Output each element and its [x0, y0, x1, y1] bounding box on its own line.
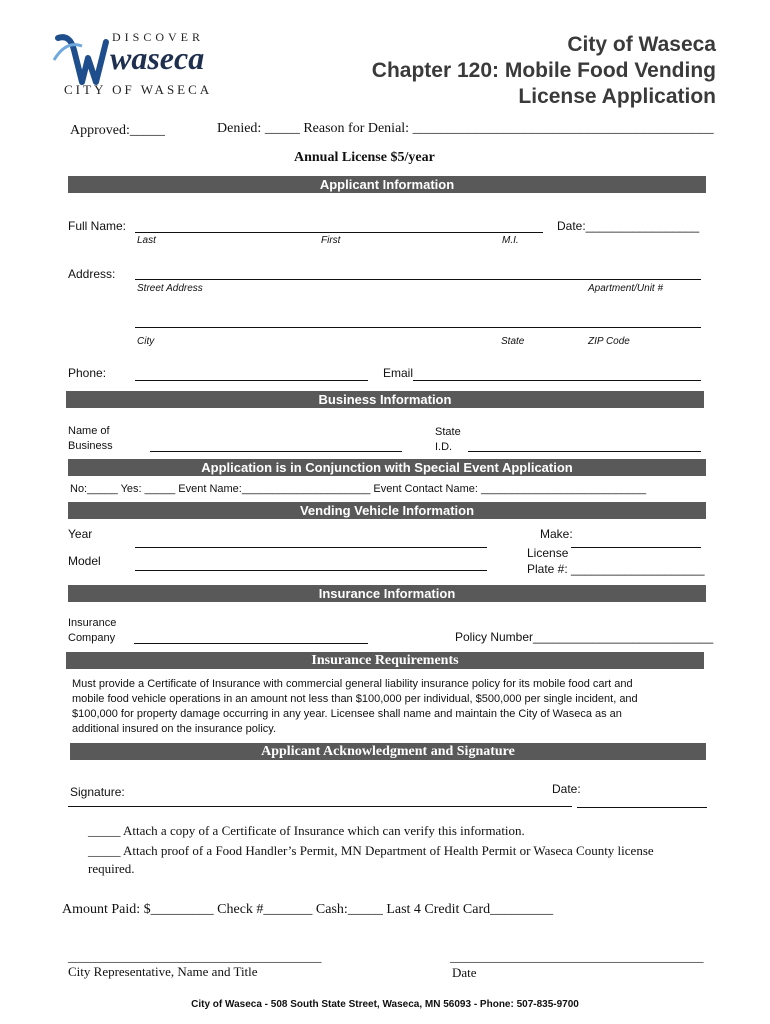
- business-name-label-line1: Name of: [68, 425, 110, 437]
- footer-contact: City of Waseca - 508 South State Street, Waseca, MN 56093 - Phone: 507-835-9700: [191, 999, 579, 1010]
- zip-caption: ZIP Code: [588, 336, 630, 347]
- city-state-zip-input-line[interactable]: [135, 327, 701, 328]
- insurance-company-input-line[interactable]: [134, 643, 368, 644]
- email-label: Email: [383, 366, 414, 380]
- license-plate-label-line1: License: [527, 546, 569, 560]
- phone-label: Phone:: [68, 366, 107, 380]
- policy-number-field[interactable]: Policy Number___________________________: [455, 630, 714, 644]
- full-name-input-line[interactable]: [135, 232, 543, 233]
- attachment-permit-line2: required.: [88, 861, 135, 876]
- city-caption: City: [137, 336, 155, 347]
- logo-waseca-text: waseca: [110, 40, 205, 76]
- state-id-label-line2: I.D.: [435, 441, 453, 453]
- attachment-permit-line1: _____ Attach proof of a Food Handler’s Permit, MN Department of Health Permit or Waseca County license: [88, 843, 654, 858]
- section-insurance-bar: Insurance Information: [68, 585, 706, 602]
- city-rep-date-line[interactable]: _______________________________________: [450, 949, 704, 964]
- denied-field[interactable]: Denied: _____ Reason for Denial: ___________________________________________: [217, 121, 714, 136]
- license-plate-field[interactable]: [527, 545, 705, 577]
- business-name-input-line[interactable]: [150, 451, 402, 452]
- document-title: [372, 32, 716, 110]
- middle-initial-caption: M.I.: [502, 235, 519, 246]
- section-acknowledgment-bar: Applicant Acknowledgment and Signature: [70, 743, 706, 760]
- street-address-caption: Street Address: [137, 283, 203, 294]
- signature-input-line[interactable]: [68, 806, 572, 807]
- apartment-caption: Apartment/Unit #: [588, 283, 664, 294]
- insurance-company-label-line1: Insurance: [68, 617, 117, 629]
- address-label: Address:: [68, 267, 116, 281]
- signature-date-input-line[interactable]: [577, 807, 707, 808]
- first-name-caption: First: [321, 235, 341, 246]
- attachment-permit[interactable]: [88, 842, 654, 878]
- insurance-company-label-line2: Company: [68, 632, 116, 644]
- special-event-fields[interactable]: No:_____ Yes: _____ Event Name:_____________________ Event Contact Name: ___________________________: [70, 483, 647, 495]
- approved-field[interactable]: Approved:_____: [70, 123, 165, 138]
- section-special-event-bar: Application is in Conjunction with Special Event Application: [68, 459, 706, 476]
- state-id-label: [435, 425, 461, 455]
- section-business-bar: Business Information: [66, 391, 704, 408]
- phone-input-line[interactable]: [135, 380, 368, 381]
- full-name-label: Full Name:: [68, 219, 127, 233]
- vehicle-year-input-line[interactable]: [135, 547, 487, 548]
- insurance-requirements-line3: $100,000 for property damage occurring in any year. Licensee shall name and maintain the City of Waseca as an: [72, 708, 622, 720]
- insurance-requirements-line1: Must provide a Certificate of Insurance with commercial general liability insurance policy for its mobile food cart and: [72, 678, 633, 690]
- signature-label: Signature:: [70, 785, 125, 799]
- fee-label: Annual License $5/year: [294, 150, 435, 165]
- vehicle-make-label: Make:: [540, 527, 573, 541]
- vehicle-year-label: Year: [68, 527, 93, 541]
- section-applicant-bar: Applicant Information: [68, 176, 706, 193]
- signature-date-label: Date:: [552, 782, 581, 796]
- city-rep-date-label: Date: [452, 965, 477, 980]
- section-insurance-requirements-bar: Insurance Requirements: [66, 652, 704, 669]
- email-input-line[interactable]: [413, 380, 701, 381]
- vehicle-model-input-line[interactable]: [135, 570, 487, 571]
- city-representative-line[interactable]: _______________________________________: [68, 949, 322, 964]
- vehicle-model-label: Model: [68, 554, 101, 568]
- logo-discover-text: DISCOVER: [112, 30, 205, 44]
- insurance-company-label: [68, 616, 116, 646]
- city-representative-label: City Representative, Name and Title: [68, 964, 258, 979]
- attachment-certificate[interactable]: _____ Attach a copy of a Certificate of Insurance which can verify this information.: [88, 823, 525, 838]
- logo-swoosh-icon: [52, 30, 112, 90]
- title-line-2: Chapter 120: Mobile Food Vending: [371, 59, 716, 82]
- title-line-3: License Application: [518, 85, 716, 108]
- state-id-input-line[interactable]: [468, 451, 701, 452]
- logo-city-text: CITY OF WASECA: [64, 82, 213, 97]
- insurance-requirements-line4: additional insured on the insurance policy.: [72, 723, 277, 735]
- street-address-input-line[interactable]: [135, 279, 701, 280]
- state-id-label-line1: State: [435, 426, 461, 438]
- business-name-label-line2: Business: [68, 440, 113, 452]
- insurance-requirements-line2: mobile food vehicle operations in an amount not less than $100,000 per individual, $500,000 per single incident, and: [72, 693, 638, 705]
- payment-fields[interactable]: Amount Paid: $_________ Check #_______ Cash:_____ Last 4 Credit Card_________: [62, 902, 554, 917]
- last-name-caption: Last: [137, 235, 156, 246]
- business-name-label: [68, 424, 113, 454]
- license-plate-label-line2: Plate #: ____________________: [527, 562, 705, 576]
- title-line-1: City of Waseca: [567, 33, 716, 56]
- city-logo: [52, 28, 242, 98]
- state-caption: State: [501, 336, 525, 347]
- section-vehicle-bar: Vending Vehicle Information: [68, 502, 706, 519]
- insurance-requirements-text: [72, 677, 702, 737]
- date-field[interactable]: Date:_________________: [557, 219, 700, 233]
